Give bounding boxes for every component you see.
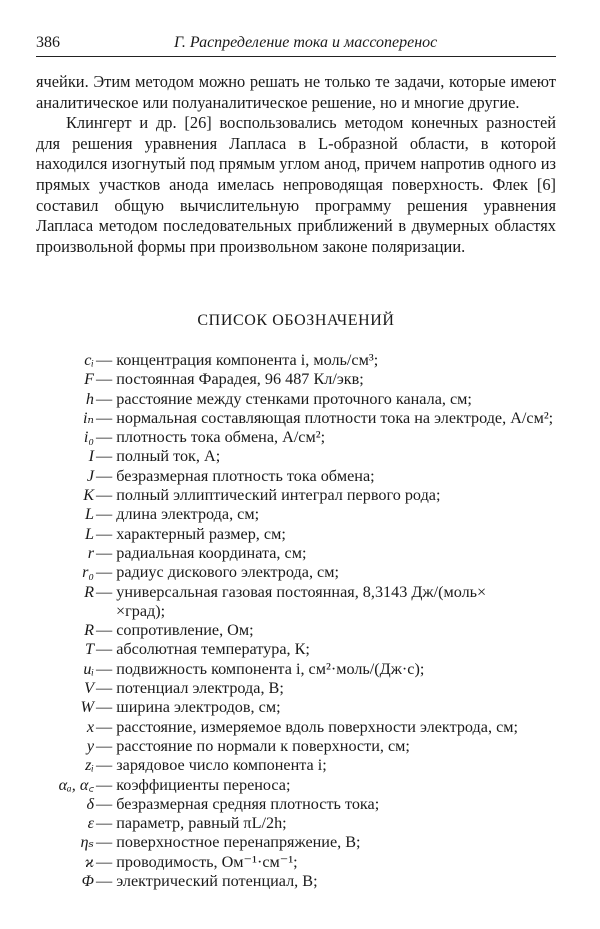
symbol-description-text: — электрический потенциал, В;	[96, 872, 318, 891]
symbol-entry	[36, 621, 556, 640]
symbol-entry	[36, 390, 556, 409]
symbol: r	[87, 543, 94, 562]
symbol-description-text: — подвижность компонента i, см²·моль/(Дж·с);	[96, 659, 425, 678]
symbol: i₀	[83, 428, 94, 447]
symbol: αₐ, α꜀	[58, 775, 94, 794]
page-number: 386	[36, 34, 60, 51]
symbol-entry	[36, 776, 556, 795]
symbol: J	[86, 466, 94, 485]
symbol-entry	[36, 814, 556, 833]
symbol-description	[96, 563, 556, 582]
symbol-description	[96, 853, 556, 872]
symbol-description-text: — сопротивление, Ом;	[96, 621, 254, 640]
symbol-entry	[36, 698, 556, 717]
symbol-description-text: — зарядовое число компонента i;	[96, 756, 327, 775]
symbol: zᵢ	[85, 756, 94, 775]
symbol: cᵢ	[84, 351, 94, 369]
symbol-description	[96, 409, 556, 428]
symbol-description-text: — длина электрода, см;	[96, 505, 260, 524]
symbol-entry	[36, 853, 556, 872]
symbol-description	[96, 698, 556, 717]
symbol-description	[96, 428, 556, 447]
symbol-description	[96, 872, 556, 891]
symbol-description	[96, 505, 556, 524]
symbol-description	[96, 447, 556, 466]
symbol: ηₛ	[80, 833, 94, 852]
body-text	[36, 72, 556, 257]
symbol-entry	[36, 505, 556, 524]
symbol-description	[96, 833, 556, 852]
symbol-description-text: — радиус дискового электрода, см;	[96, 563, 339, 582]
symbol-description	[96, 467, 556, 486]
symbol-entry	[36, 544, 556, 563]
symbol: R	[84, 582, 94, 601]
symbol-description-text: — постоянная Фарадея, 96 487 Кл/экв;	[96, 370, 364, 389]
symbol-description	[96, 486, 556, 505]
symbol-description	[96, 544, 556, 563]
symbol-description-text: — расстояние, измеряемое вдоль поверхности электрода, см;	[96, 717, 518, 736]
symbol-description-continuation: ×град);	[116, 601, 166, 620]
symbol-description-text: — универсальная газовая постоянная, 8,3143 Дж/(моль×	[96, 582, 487, 601]
symbol-description-text: — характерный размер, см;	[96, 524, 286, 543]
symbol-description-text: — поверхностное перенапряжение, В;	[96, 833, 361, 852]
symbol: T	[84, 640, 94, 659]
symbol-entry	[36, 833, 556, 852]
symbol-entry	[36, 467, 556, 486]
symbol-description	[96, 756, 556, 775]
symbol-description	[96, 795, 556, 814]
symbol-description-text: — параметр, равный πL/2h;	[96, 814, 287, 833]
symbol: W	[80, 698, 94, 717]
symbol-entry	[36, 679, 556, 698]
symbol-description-text: — радиальная координата, см;	[96, 543, 307, 562]
symbol-entry	[36, 447, 556, 466]
symbol-description	[96, 660, 556, 679]
symbol: δ	[86, 794, 94, 813]
symbol: ϰ	[84, 852, 94, 871]
symbol-description	[96, 814, 556, 833]
symbol: h	[85, 389, 94, 408]
symbol-entry	[36, 756, 556, 775]
paragraph-continued: ячейки. Этим методом можно решать не только те задачи, которые имеют аналитическое или полуаналитическое решение, но и многие другие.	[36, 72, 556, 112]
symbol-entry	[36, 795, 556, 814]
symbol-description-text: — концентрация компонента i, моль/см³;	[96, 351, 379, 369]
symbol: x	[86, 717, 94, 736]
symbol-description	[96, 621, 556, 640]
symbol-entry	[36, 737, 556, 756]
symbol-description-text: — плотность тока обмена, А/см²;	[96, 428, 326, 447]
symbol: y	[86, 736, 94, 755]
running-header	[36, 30, 556, 57]
symbol-description-text: — проводимость, Ом⁻¹·см⁻¹;	[96, 852, 298, 871]
symbol-description	[96, 718, 556, 737]
symbol: R	[84, 621, 94, 640]
symbol-description	[96, 351, 556, 370]
symbol-entry	[36, 640, 556, 659]
symbol-description-text: — ширина электродов, см;	[96, 698, 281, 717]
symbol-entry	[36, 718, 556, 737]
symbol-description-text: — расстояние между стенками проточного канала, см;	[96, 389, 472, 408]
symbol-entry	[36, 486, 556, 505]
symbol-entry	[36, 409, 556, 428]
section-title: СПИСОК ОБОЗНАЧЕНИЙ	[197, 312, 395, 329]
symbol-description-text: — полный эллиптический интеграл первого рода;	[96, 486, 441, 505]
symbol-description	[96, 640, 556, 659]
symbol-description-text: — коэффициенты переноса;	[96, 775, 291, 794]
symbol-entry	[36, 351, 556, 370]
running-title: Г. Распределение тока и массоперенос	[174, 34, 438, 51]
symbol-entry	[36, 428, 556, 447]
symbol-description-text: — потенциал электрода, В;	[96, 679, 284, 698]
symbol-description	[96, 390, 556, 409]
symbol-entry	[36, 525, 556, 544]
symbol-description-text: — полный ток, А;	[96, 447, 221, 466]
symbol: iₙ	[82, 408, 94, 427]
symbol-list	[36, 351, 556, 891]
symbol: K	[83, 486, 94, 505]
symbol: I	[88, 447, 94, 466]
paragraph-klingert: Клингерт и др. [26] воспользовались методом конечных разностей для решения уравнения Лапласа в L-образной области, в которой находился изогнутый под прямым углом анод, причем напротив одного из прямых участков анода имелась непроводящая поверхность. Флек [6] составил общую вычислительную программу решения уравнения Лапласа методом последовательных приближений в двумерных областях произвольной формы при произвольном законе поляризации.	[36, 113, 556, 256]
symbol-entry	[36, 583, 556, 622]
symbol-entry	[36, 660, 556, 679]
symbol-description-text: — расстояние по нормали к поверхности, см;	[96, 736, 410, 755]
symbol: ε	[87, 814, 94, 833]
symbol-description	[96, 525, 556, 544]
symbol: F	[84, 370, 94, 389]
symbol-entry	[36, 370, 556, 389]
symbol-entry	[36, 563, 556, 582]
symbol-description	[96, 776, 556, 795]
symbol-description-text: — безразмерная средняя плотность тока;	[96, 794, 380, 813]
symbol: r₀	[82, 563, 94, 582]
symbol-entry	[36, 872, 556, 891]
symbol: L	[84, 524, 94, 543]
symbol: L	[84, 505, 94, 524]
symbol-description	[96, 370, 556, 389]
symbol-description-text: — безразмерная плотность тока обмена;	[96, 466, 375, 485]
symbol-description-text: — нормальная составляющая плотности тока на электроде, А/см²;	[96, 408, 554, 427]
symbol-description-text: — абсолютная температура, К;	[96, 640, 310, 659]
symbol: Φ	[81, 872, 94, 891]
symbol-description	[96, 679, 556, 698]
symbol-description	[96, 583, 556, 622]
symbol: uᵢ	[83, 659, 94, 678]
symbol: V	[84, 679, 94, 698]
symbol-description	[96, 737, 556, 756]
